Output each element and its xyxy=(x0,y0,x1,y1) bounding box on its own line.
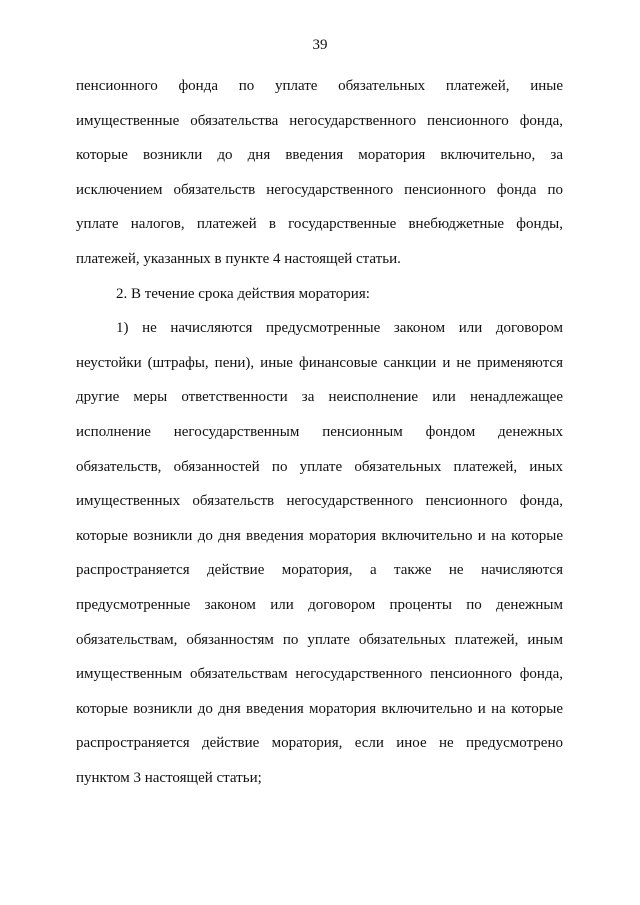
paragraph xyxy=(76,311,563,795)
text-line: которые возникли до дня введения моратория включительно и на которые xyxy=(76,527,563,544)
text-line: имущественным обязательствам негосударственного пенсионного фонда, xyxy=(76,666,563,683)
text-line: 1) не начисляются предусмотренные законом или договором xyxy=(116,320,563,337)
text-line: распространяется действие моратория, а также не начисляются xyxy=(76,562,563,579)
text-line: исключением обязательств негосударственного пенсионного фонда по xyxy=(76,181,563,198)
document-body xyxy=(76,69,563,795)
text-line: предусмотренные законом или договором проценты по денежным xyxy=(76,596,563,613)
text-line: уплате налогов, платежей в государственные внебюджетные фонды, xyxy=(76,216,563,233)
text-line: имущественных обязательств негосударственного пенсионного фонда, xyxy=(76,493,563,510)
text-line: которые возникли до дня введения моратория включительно, за xyxy=(76,147,563,164)
page-number: 39 xyxy=(312,37,328,53)
text-line: обязательствам, обязанностям по уплате обязательных платежей, иным xyxy=(76,631,563,648)
text-line: которые возникли до дня введения моратория включительно и на которые xyxy=(76,700,563,717)
text-line: обязательств, обязанностей по уплате обязательных платежей, иных xyxy=(76,458,563,475)
text-line: пунктом 3 настоящей статьи; xyxy=(76,769,262,786)
text-line: исполнение негосударственным пенсионным фондом денежных xyxy=(76,423,563,440)
text-line: другие меры ответственности за неисполнение или ненадлежащее xyxy=(76,389,563,406)
text-line: 2. В течение срока действия моратория: xyxy=(116,285,370,302)
text-line: платежей, указанных в пункте 4 настоящей статьи. xyxy=(76,250,401,267)
text-line: неустойки (штрафы, пени), иные финансовые санкции и не применяются xyxy=(76,354,563,371)
text-line: распространяется действие моратория, если иное не предусмотрено xyxy=(76,735,563,752)
paragraph xyxy=(76,277,563,312)
text-line: имущественные обязательства негосударственного пенсионного фонда, xyxy=(76,112,563,129)
paragraph xyxy=(76,69,563,277)
text-line: пенсионного фонда по уплате обязательных платежей, иные xyxy=(76,78,563,94)
